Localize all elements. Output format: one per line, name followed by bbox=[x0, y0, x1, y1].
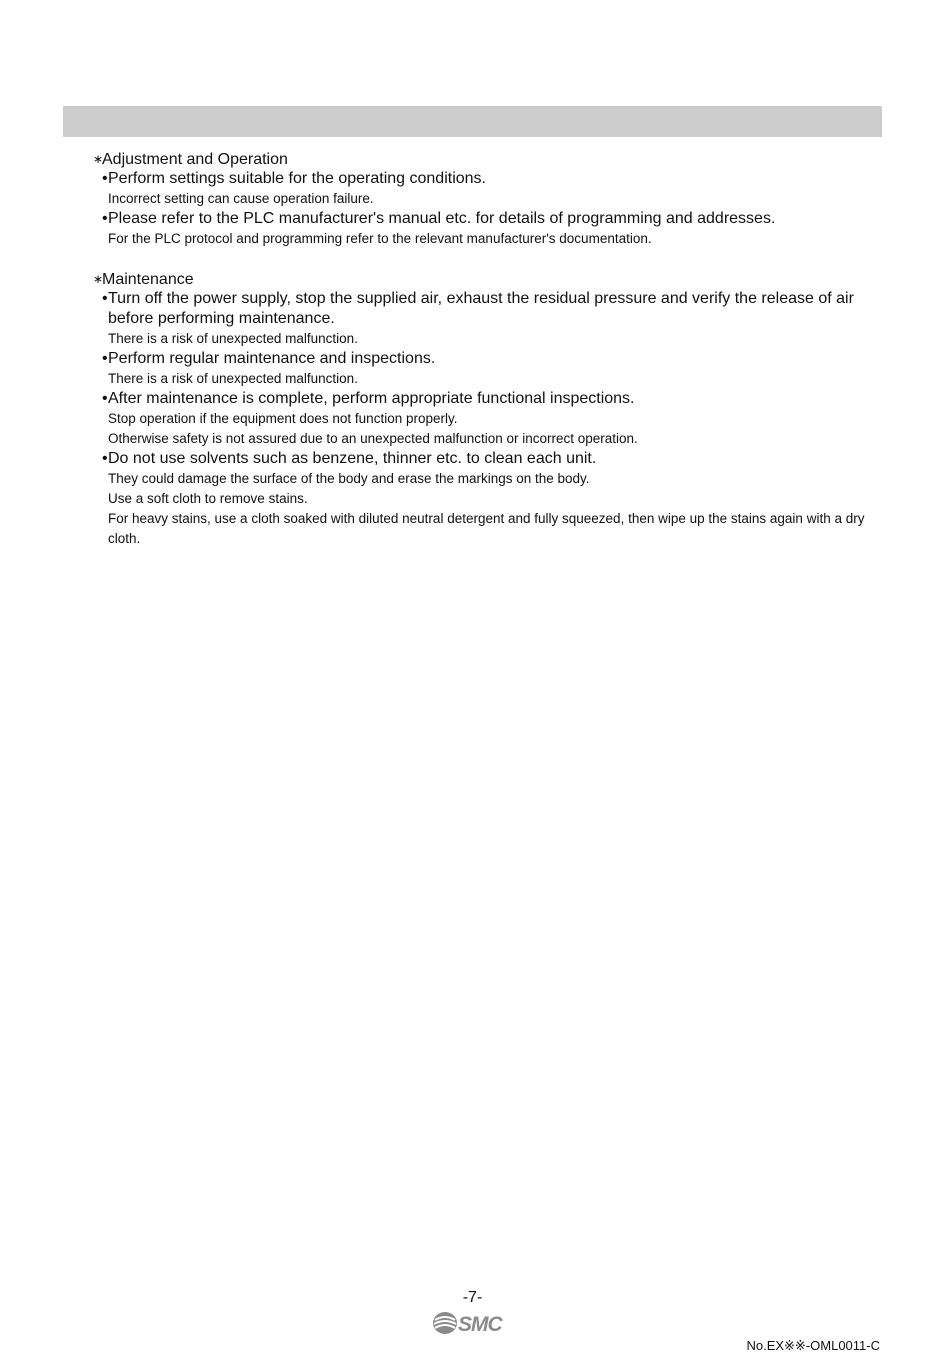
smc-emblem-icon bbox=[433, 1312, 457, 1334]
list-item bbox=[102, 449, 893, 549]
list-item bbox=[102, 349, 893, 389]
bullet-text: •Please refer to the PLC manufacturer's manual etc. for details of programming and addresses. bbox=[102, 210, 776, 227]
asterisk-icon: ∗ bbox=[93, 152, 104, 166]
list-item bbox=[102, 209, 893, 249]
section-maintenance bbox=[93, 269, 893, 549]
note-text: There is a risk of unexpected malfunction. bbox=[108, 371, 358, 386]
bullet-icon: • bbox=[102, 450, 108, 467]
bullet-icon: • bbox=[102, 210, 108, 227]
note-text: Otherwise safety is not assured due to an unexpected malfunction or incorrect operation. bbox=[108, 431, 638, 446]
page-number: -7- bbox=[462, 1289, 483, 1306]
bullet-icon: • bbox=[102, 170, 108, 187]
bullet-icon: • bbox=[102, 290, 108, 307]
asterisk-icon: ∗ bbox=[93, 272, 104, 286]
note-text: Stop operation if the equipment does not function properly. bbox=[108, 411, 458, 426]
document-number: No.EX※※-OML0011-C bbox=[746, 1338, 880, 1353]
smc-logo-text: SMC bbox=[458, 1313, 502, 1336]
content bbox=[93, 149, 893, 549]
bullet-text: •After maintenance is complete, perform appropriate functional inspections. bbox=[102, 390, 635, 407]
note-text: Incorrect setting can cause operation failure. bbox=[108, 191, 374, 206]
section-heading: ∗Maintenance bbox=[93, 271, 194, 288]
list-item bbox=[102, 169, 893, 209]
section-heading: ∗Adjustment and Operation bbox=[93, 151, 288, 168]
note-text: For heavy stains, use a cloth soaked with diluted neutral detergent and fully squeezed, then wipe up the stains again with a dry cloth. bbox=[108, 511, 865, 546]
note-text: They could damage the surface of the body and erase the markings on the body. bbox=[108, 471, 590, 486]
section-header-bar bbox=[63, 106, 882, 137]
section-adjustment-operation bbox=[93, 149, 893, 249]
note-text: For the PLC protocol and programming refer to the relevant manufacturer's documentation. bbox=[108, 231, 652, 246]
note-text: Use a soft cloth to remove stains. bbox=[108, 491, 308, 506]
bullet-text: •Perform settings suitable for the operating conditions. bbox=[102, 170, 486, 187]
bullet-icon: • bbox=[102, 390, 108, 407]
bullet-text: •Perform regular maintenance and inspections. bbox=[102, 350, 436, 367]
note-text: There is a risk of unexpected malfunction. bbox=[108, 331, 358, 346]
list-item bbox=[102, 389, 893, 449]
list-item bbox=[102, 289, 893, 349]
bullet-text: •Turn off the power supply, stop the supplied air, exhaust the residual pressure and verify the release of air before performing maintenance. bbox=[102, 290, 854, 327]
bullet-text: •Do not use solvents such as benzene, thinner etc. to clean each unit. bbox=[102, 450, 597, 467]
bullet-icon: • bbox=[102, 350, 108, 367]
smc-logo bbox=[432, 1310, 516, 1336]
